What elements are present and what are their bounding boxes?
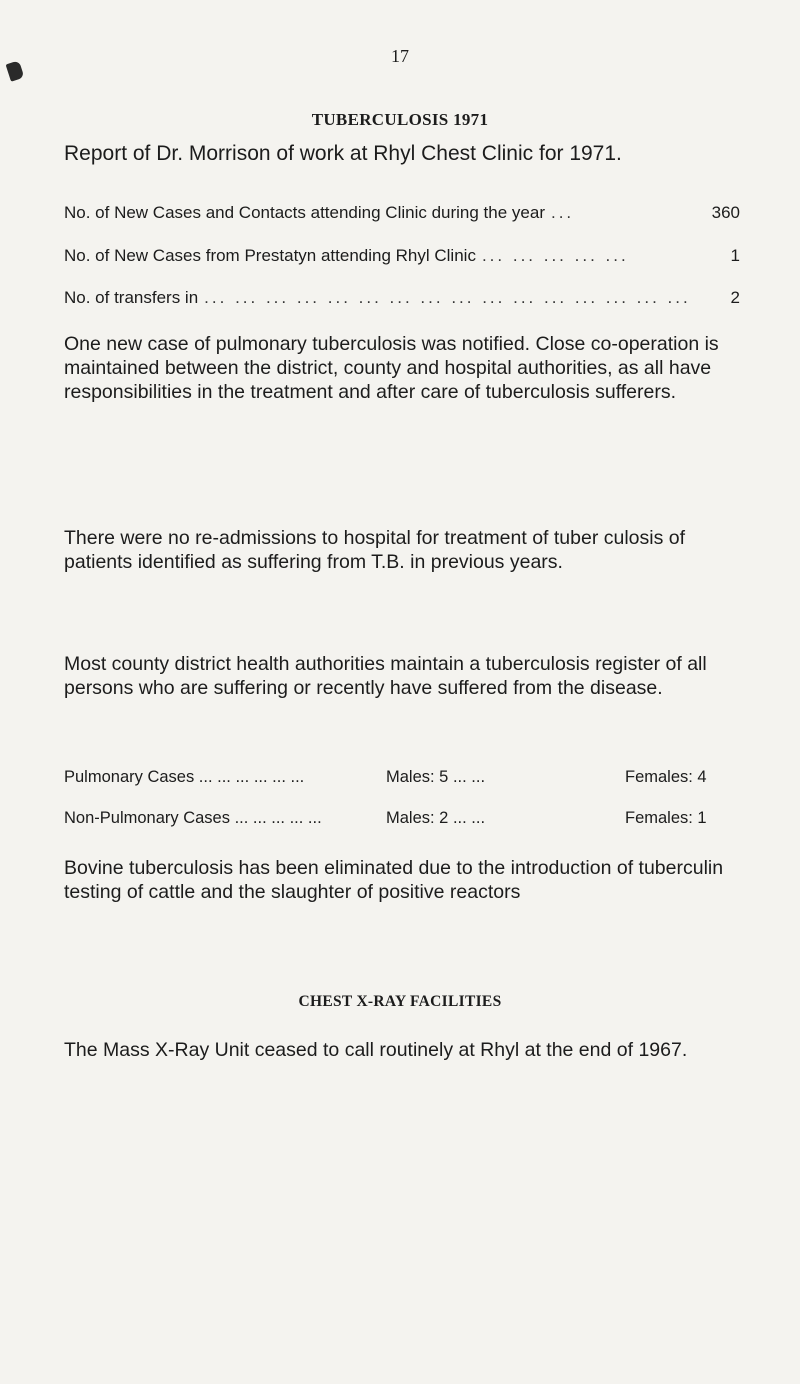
case-males: Males: 2 ... ... bbox=[386, 809, 486, 827]
case-females: Females: 1 bbox=[625, 809, 707, 827]
stat-value: 360 bbox=[711, 203, 740, 222]
stat-label: No. of New Cases from Prestatyn attending Rhyl Clinic bbox=[64, 246, 476, 265]
stat-row-new-cases bbox=[64, 203, 740, 223]
case-label: Non-Pulmonary Cases ... ... ... ... ... bbox=[64, 809, 322, 827]
paragraph-notification: One new case of pulmonary tuberculosis was notified. Close co-operation is maintained between the district, county and hospital authorities, as all have responsibilities in the treatment and after care of tuberculosis sufferers. bbox=[64, 333, 719, 403]
paragraph-readmissions: There were no re-admissions to hospital for treatment of tuber culosis of patients identified as suffering from T.B. in previous years. bbox=[64, 527, 686, 573]
stat-leader-dots: ... ... ... ... ... bbox=[481, 246, 629, 265]
paragraph-register: Most county district health authorities maintain a tuberculosis register of all persons who are suffering or recently have suffered from the disease. bbox=[64, 653, 707, 699]
stat-leader-dots: ... bbox=[550, 203, 575, 222]
page-number: 17 bbox=[391, 46, 409, 66]
stat-value: 1 bbox=[730, 246, 740, 265]
section-heading-chest-xray: CHEST X-RAY FACILITIES bbox=[298, 993, 502, 1010]
stat-label: No. of transfers in bbox=[64, 288, 199, 307]
paragraph-bovine: Bovine tuberculosis has been eliminated due to the introduction of tuberculin testing of cattle and the slaughter of positive reactors bbox=[64, 857, 724, 903]
stat-leader-dots: ... ... ... ... ... ... ... ... ... ... ... ... ... ... ... ... bbox=[204, 288, 691, 307]
case-label: Pulmonary Cases ... ... ... ... ... ... bbox=[64, 768, 305, 786]
stat-row-transfers bbox=[64, 288, 740, 308]
stat-label: No. of New Cases and Contacts attending Clinic during the year bbox=[64, 203, 545, 222]
report-heading: Report of Dr. Morrison of work at Rhyl Chest Clinic for 1971. bbox=[64, 142, 622, 165]
stat-row-prestatyn bbox=[64, 246, 740, 266]
stat-value: 2 bbox=[730, 288, 740, 307]
document-title: TUBERCULOSIS 1971 bbox=[311, 110, 489, 129]
paragraph-mass-xray: The Mass X-Ray Unit ceased to call routinely at Rhyl at the end of 1967. bbox=[64, 1039, 688, 1061]
case-males: Males: 5 ... ... bbox=[386, 768, 486, 786]
case-females: Females: 4 bbox=[625, 768, 707, 786]
